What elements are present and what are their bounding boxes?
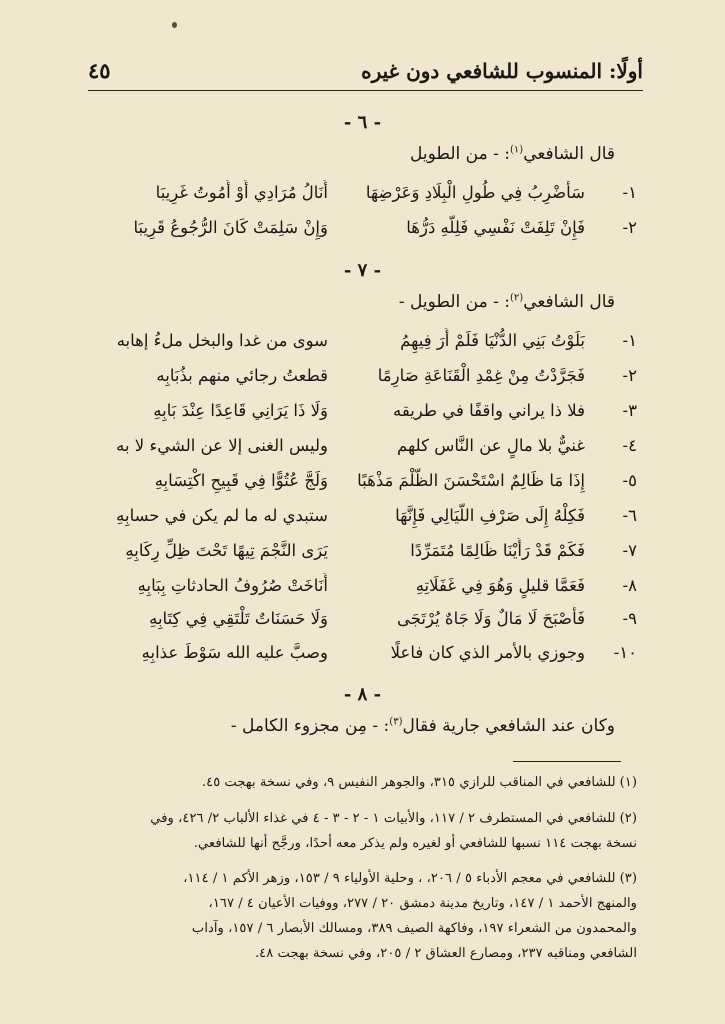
footnote-mark: (٣) — [619, 871, 637, 886]
verse-first-hemistich: غنيٌّ بلا مالٍ عن النَّاس كلهم — [397, 436, 585, 455]
verse-number: ٥- — [622, 471, 637, 490]
intro-text: قال الشافعي — [523, 144, 615, 164]
verse-number: ٩- — [622, 609, 637, 628]
footnote-line: نسخة بهجت ١١٤ نسبها للشافعي أو لغيره ولم يذكر معه أحدًا، ورجَّح أنها للشافعي. — [193, 836, 637, 851]
verse-first-hemistich: فَجَرَّدْتُ مِنْ غِمْدِ الْقَنَاعَةِ صَارِمًا — [377, 366, 585, 385]
section-number-7: - ٧ - — [343, 260, 382, 281]
verse-second-hemistich: ستبدي له ما لم يكن في حسابِهِ — [116, 506, 328, 525]
verse-first-hemistich: فَأَصْبَحَ لَا مَالٌ وَلَا جَاهٌ يُرْتَجَى — [397, 609, 585, 628]
meter-label: : - من الطويل - — [398, 292, 510, 312]
verse-second-hemistich: وَإِنْ سَلِمَتْ كَانَ الرُّجُوعُ قَرِيبَا — [133, 218, 328, 237]
footnote-text: للشافعي في المناقب للرازي ٣١٥، والجوهر النفيس ٩، وفي نسخة بهجت ٤٥. — [201, 775, 616, 790]
verse-line — [82, 180, 637, 206]
footnote-line — [82, 770, 637, 795]
verse-number: ٢- — [622, 218, 637, 237]
verse-first-hemistich: إِذَا مَا ظَالِمٌ اسْتَحْسَنَ الظُّلْمَ مَذْهَبًا — [357, 471, 585, 490]
verse-line — [82, 573, 637, 599]
verse-second-hemistich: أَنَالُ مُرَادِي أَوْ أَمُوتُ غَرِيبَا — [155, 183, 328, 202]
verse-number: ٧- — [622, 541, 637, 560]
verse-line — [82, 215, 637, 241]
verse-second-hemistich: وَلَا حَسَنَاتٌ تَلْتَقِي فِي كِتَابِهِ — [149, 609, 328, 628]
footnote-2 — [82, 806, 637, 856]
meter-label: : - من الطويل — [410, 144, 510, 164]
intro-text: قال الشافعي — [523, 292, 615, 312]
verse-number: ٨- — [622, 576, 637, 595]
footnote-text: للشافعي في المستطرف ٢ / ١١٧، والأبيات ١ - ٢ - ٣ - ٤ في غذاء الألباب ٢/ ٤٢٦، وفي — [150, 811, 616, 826]
footnote-3 — [82, 866, 637, 966]
verse-first-hemistich: بَلَوْتُ بَنِي الدُّنْيَا فَلَمْ أَرَ فِيهِمُ — [400, 331, 585, 350]
verse-line — [82, 503, 637, 529]
verse-second-hemistich: وليس الغنى إلا عن الشيء لا به — [116, 436, 328, 455]
meter-label: : - مِن مجزوء الكامل - — [230, 716, 390, 736]
page-number: ٤٥ — [88, 58, 111, 83]
verse-line — [82, 538, 637, 564]
verse-second-hemistich: وَلَجَّ عُتُوًّا فِي قَبِيحِ اكْتِسَابِهِ — [154, 471, 328, 490]
header-title: أولًا: المنسوب للشافعي دون غيره — [361, 59, 643, 83]
footnote-1 — [82, 770, 637, 795]
verse-line — [82, 468, 637, 494]
section-number-8: - ٨ - — [343, 684, 382, 705]
running-header — [88, 56, 643, 91]
verse-number: ١٠- — [613, 643, 637, 662]
section-number-6: - ٦ - — [343, 112, 382, 133]
verse-second-hemistich: وصبَّ عليه الله سَوْطَ عذابِهِ — [141, 643, 328, 662]
verse-line — [82, 363, 637, 389]
verse-line — [82, 433, 637, 459]
section-6-intro — [410, 144, 615, 164]
footnote-line — [82, 866, 637, 891]
footnote-ref: (٣) — [389, 716, 403, 728]
verse-number: ١- — [622, 183, 637, 202]
footnote-divider — [513, 761, 621, 762]
verse-line — [82, 328, 637, 354]
verse-line — [82, 640, 637, 666]
verse-line — [82, 606, 637, 632]
verse-second-hemistich: قطعتُ رجائي منهم بذُبَابِه — [156, 366, 328, 385]
verse-first-hemistich: سَأَضْرِبُ فِي طُولِ الْبِلَادِ وَعَرْضِهَا — [365, 183, 585, 202]
verse-second-hemistich: وَلَا ذَا يَرَانِي قَاعِدًا عِنْدَ بَابِهِ — [153, 401, 328, 420]
intro-text: وكان عند الشافعي جارية فقال — [402, 716, 615, 736]
verse-first-hemistich: فَإِنْ تَلِفَتْ نَفْسِي فَلِلَّهِ دَرُّهَا — [406, 218, 585, 237]
verse-number: ٣- — [622, 401, 637, 420]
verse-first-hemistich: فَكِلْهُ إِلَى صَرْفِ اللَّيَالِي فَإِنَّهَا — [395, 506, 585, 525]
verse-second-hemistich: سوى من غدا والبخل ملءُ إهابه — [116, 331, 328, 350]
verse-number: ٦- — [622, 506, 637, 525]
verse-number: ١- — [622, 331, 637, 350]
verse-line — [82, 398, 637, 424]
verse-number: ٤- — [622, 436, 637, 455]
footnote-line — [82, 806, 637, 831]
footnote-ref: (١) — [510, 144, 524, 156]
footnote-ref: (٢) — [510, 292, 524, 304]
footnote-line: والمحمدون من الشعراء ١٩٧، وفاكهة الصيف ٣٨٩، ومسالك الأبصار ٦ / ١٥٧، وآداب — [191, 921, 637, 936]
footnote-line: والمنهج الأحمد ١ / ١٤٧، وتاريخ مدينة دمشق ٢٠ / ٢٧٧، ووفيات الأعيان ٤ / ١٦٧، — [208, 896, 637, 911]
section-8-intro — [231, 716, 615, 736]
footnote-mark: (١) — [619, 775, 637, 790]
verse-first-hemistich: فلا ذا يراني واقفًا في طريقه — [393, 401, 585, 420]
footnote-mark: (٢) — [619, 811, 637, 826]
verse-second-hemistich: يَرَى النَّجْمَ تِيهًا تَحْتَ ظِلِّ رِكَابِهِ — [125, 541, 328, 560]
footnote-text: للشافعي في معجم الأدباء ٥ / ٢٠٦، ، وحلية الأولياء ٩ / ١٥٣، وزهر الأكم ١ / ١١٤، — [183, 871, 616, 886]
verse-number: ٢- — [622, 366, 637, 385]
verse-second-hemistich: أَنَاخَتْ صُرُوفُ الحادثاتِ بِبَابِهِ — [137, 576, 328, 595]
ink-speck — [172, 22, 177, 28]
verse-first-hemistich: فَعَمَّا قليلٍ وَهُوَ فِي غَفَلَاتِهِ — [415, 576, 585, 595]
verse-first-hemistich: فَكَمْ قَدْ رَأَيْنَا ظَالِمًا مُتَمَرِّدًا — [410, 541, 585, 560]
footnote-line: الشافعي ومناقبه ٢٣٧، ومصارع العشاق ٢ / ٢٠٥، وفي نسخة بهجت ٤٨. — [254, 946, 637, 961]
verse-first-hemistich: وجوزي بالأمر الذي كان فاعلًا — [390, 643, 585, 662]
section-7-intro — [399, 292, 615, 312]
